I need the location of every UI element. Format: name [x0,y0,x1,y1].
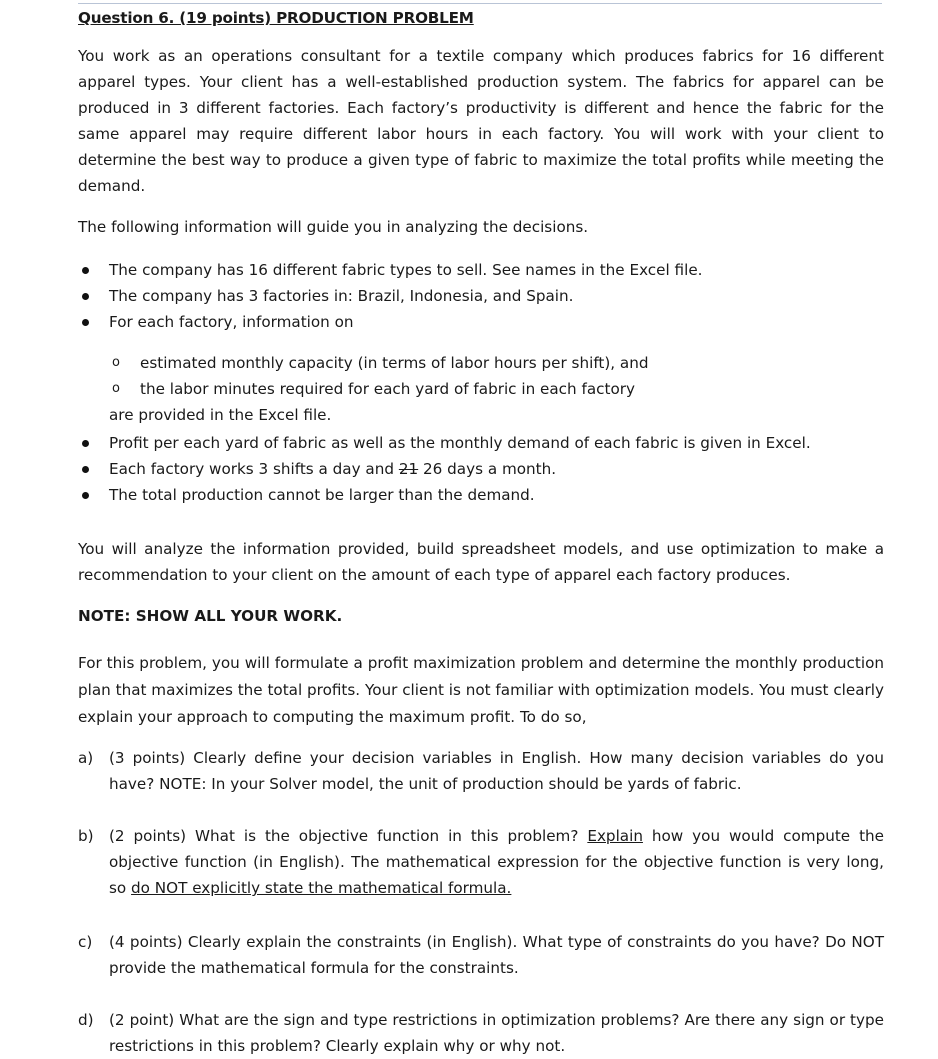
question-text-pre: (2 points) What is the objective function in this problem? [109,827,588,846]
list-item [78,482,884,508]
question-label: a) [78,749,94,768]
top-divider [78,3,882,4]
underlined-explain: Explain [587,827,643,846]
question-label: d) [78,1011,94,1030]
bullet-text: Profit per each yard of fabric as well as the monthly demand of each fabric is given in Excel. [109,434,811,453]
question-text: (4 points) Clearly explain the constraints (in English). What type of constraints do you have? Do NOT provide the mathematical formula for the constraints. [109,933,884,978]
question-b [78,823,884,901]
note-text: NOTE: SHOW ALL YOUR WORK. [78,607,343,626]
bullet-text-post: 26 days a month. [418,460,557,479]
question-title: Question 6. (19 points) PRODUCTION PROBLEM [78,9,474,27]
list-item [78,376,884,402]
list-item [78,309,884,335]
bullet-icon [82,293,89,300]
underlined-instruction: do NOT explicitly state the mathematical formula. [131,879,512,898]
sub-bullet-icon: o [112,381,120,397]
bullet-text: The company has 16 different fabric types to sell. See names in the Excel file. [109,261,703,279]
sub-bullet-icon: o [112,355,120,371]
sub-bullet-text: estimated monthly capacity (in terms of labor hours per shift), and [140,354,649,373]
info-bullet-list-2 [78,430,884,508]
question-text: (2 point) What are the sign and type restrictions in optimization problems? Are there any sign or type restrictions in this problem? Clearly explain why or why not. [109,1011,884,1056]
bullet-icon [82,267,89,274]
list-item [78,350,884,376]
list-item [78,430,884,456]
info-bullet-list [78,257,884,335]
list-item [78,283,884,309]
question-list [78,745,884,1059]
bullet-icon [82,492,89,499]
question-label: c) [78,933,93,952]
guide-paragraph: The following information will guide you in analyzing the decisions. [78,218,589,236]
question-text-mid: how you would compute the objective function (in English). The mathematical expression for the objective function is very long, so [109,827,885,898]
sub-bullet-text: the labor minutes required for each yard of fabric in each factory [140,380,635,399]
question-d [78,1007,884,1059]
list-item [78,456,884,482]
question-c [78,929,884,981]
analyze-paragraph: You will analyze the information provided, build spreadsheet models, and use optimization to make a recommendation to your client on the amount of each type of apparel each factory produces. [78,540,884,585]
bullet-text: The company has 3 factories in: Brazil, Indonesia, and Spain. [109,287,574,305]
bullet-text: The total production cannot be larger than the demand. [109,486,535,505]
question-a [78,745,884,797]
bullet-icon [82,466,89,473]
list-item [78,257,884,283]
bullet-continuation: are provided in the Excel file. [109,406,332,425]
bullet-icon [82,319,89,326]
bullet-icon [82,440,89,447]
struck-days-value: 21 [398,460,419,479]
bullet-text: For each factory, information on [109,313,354,331]
question-text: (3 points) Clearly define your decision variables in English. How many decision variables do you have? NOTE: In your Solver model, the unit of production should be yards of fabric. [109,749,884,794]
bullet-text-pre: Each factory works 3 shifts a day and [109,460,399,479]
intro-paragraph: You work as an operations consultant for a textile company which produces fabrics for 16 different apparel types. Your client has a well-established production system. The fabrics for apparel can be produced in 3 different factories. Each factory’s productivity is different and hence the fabric for the same apparel may require different labor hours in each factory. You will work with your client to determine the best way to produce a given type of fabric to maximize the total profits while meeting the demand. [78,47,884,195]
formulate-paragraph: For this problem, you will formulate a profit maximization problem and determine the monthly production plan that maximizes the total profits. Your client is not familiar with optimization models. You must clearly explain your approach to computing the maximum profit. To do so, [78,654,884,727]
document-body [78,8,884,1059]
question-label: b) [78,827,94,846]
factory-info-sublist [78,350,884,402]
